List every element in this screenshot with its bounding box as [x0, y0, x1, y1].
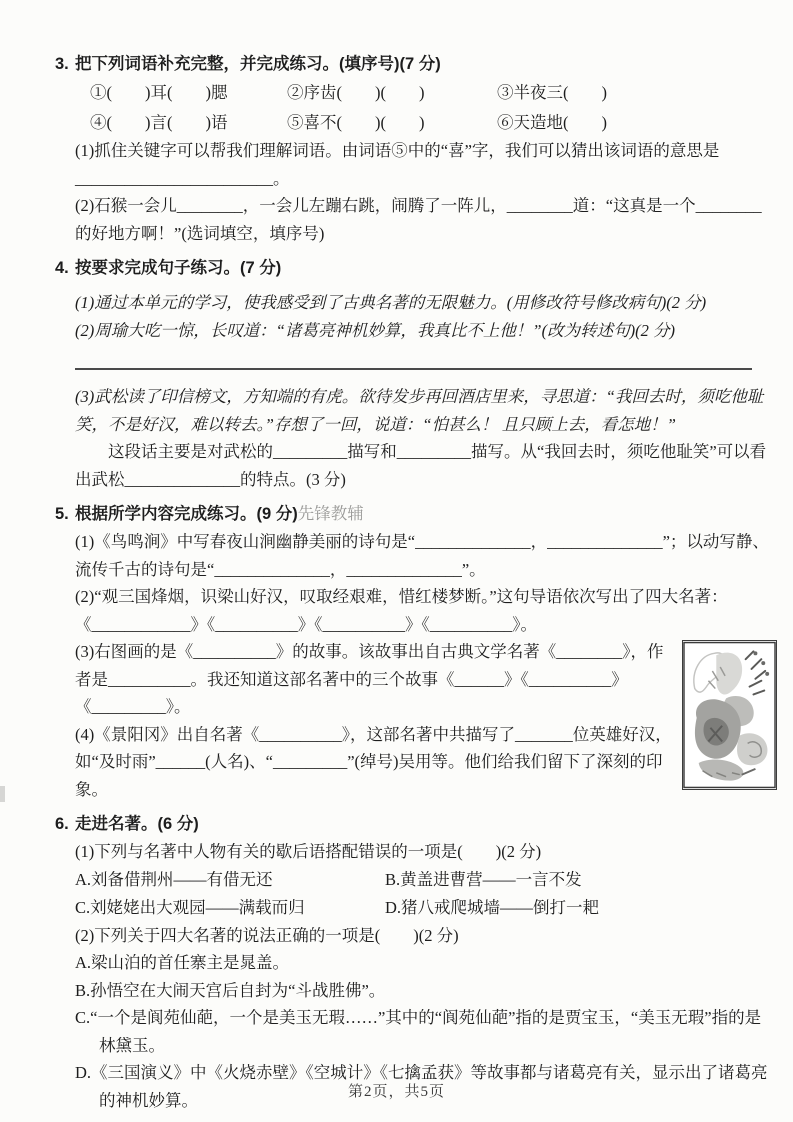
option-b: B.黄盖进曹营——一言不发 [385, 869, 582, 889]
option-c: C.刘姥姥出大观园——满载而归 [75, 897, 305, 917]
option-d: D.《三国演义》中《火烧赤壁》《空城计》《七擒孟获》等故事都与诸葛亮有关，显示出了诸葛亮的神机妙算。 [75, 1063, 768, 1110]
q4-subitem-1: (1)通过本单元的学习，使我感受到了古典名著的无限魅力。(用修改符号修改病句)(2 分) [75, 293, 707, 312]
q6-options-grid [75, 866, 777, 922]
word-blank-5: ⑤喜不( )( ) [287, 112, 425, 132]
question-number: 5. [55, 505, 69, 523]
word-blank-1: ①( )耳( )腮 [90, 83, 228, 102]
option-row [75, 866, 777, 894]
publisher-watermark: 先锋教辅 [297, 505, 364, 523]
option-d: D.猪八戒爬城墙——倒打一耙 [385, 897, 600, 917]
word-blank-4: ④( )言( )语 [90, 112, 228, 132]
q5-figure-text-wrap [75, 638, 777, 803]
question-number: 4. [55, 259, 69, 277]
question-6-header [55, 810, 777, 838]
word-completion-grid [90, 78, 777, 137]
q5-subitem-2: (2)“观三国烽烟，识梁山好汉，叹取经艰难，惜红楼梦断。”这句导语依次写出了四大名著：《____________》《__________》《__________》《__________》。 [75, 587, 728, 634]
q5-subitem-3: (3)右图画的是《__________》的故事。该故事出自古典文学名著《________》，作者是__________。我还知道这部名著中的三个故事《______》《__________》《_________》。 [75, 642, 664, 716]
question-6 [55, 810, 777, 1114]
question-number: 6. [55, 815, 69, 833]
page-number: 第2页，共5页 [347, 1084, 445, 1100]
q4-subitem-2: (2)周瑜大吃一惊，长叹道：“诸葛亮神机妙算，我真比不上他！”(改为转述句)(2 分) [75, 320, 675, 340]
question-5 [55, 500, 777, 803]
q4-subitem-3-analysis: 这段话主要是对武松的_________描写和_________描写。从“我回去时，须吃他耻笑”可以看出武松______________的特点。(3 分) [75, 442, 767, 489]
question-4 [55, 254, 777, 493]
q3-subitem-2: (2)石猴一会儿________，一会儿左蹦右跳，闹腾了一阵儿，________道：“这真是一个________的好地方啊！”(选词填空，填序号) [75, 196, 762, 243]
option-a: A.刘备借荆州——有借无还 [75, 869, 273, 889]
question-title: 把下列词语补充完整，并完成练习。(填序号)(7 分) [75, 55, 441, 73]
question-3 [55, 50, 777, 247]
q3-subitem-1-blank: ________________________。 [75, 168, 290, 188]
question-number: 3. [55, 55, 69, 73]
question-title: 走进名著。(6 分) [75, 815, 199, 833]
answer-write-line [75, 368, 752, 370]
option-b: B.孙悟空在大闹天宫后自封为“斗战胜佛”。 [75, 980, 386, 1000]
word-row [90, 108, 777, 138]
page-content [55, 50, 777, 1121]
word-row [90, 78, 777, 108]
word-blank-2: ②序齿( )( ) [287, 83, 425, 102]
scan-artifact [0, 786, 5, 802]
question-4-header [55, 254, 777, 282]
question-title: 按要求完成句子练习。(7 分) [75, 259, 282, 277]
q3-subitem-1: (1)抓住关键字可以帮我们理解词语。由词语⑤中的“喜”字，我们可以猜出该词语的意思是 [75, 141, 720, 160]
word-blank-6: ⑥天造地( ) [497, 112, 607, 132]
q5-subitem-1: (1)《鸟鸣涧》中写春夜山涧幽静美丽的诗句是“______________，______________”；以动写静、流传千古的诗句是“______________，______________”。 [75, 532, 769, 579]
word-blank-3: ③半夜三( ) [497, 83, 607, 102]
question-5-header [55, 500, 777, 528]
option-a: A.梁山泊的首任寨主是晁盖。 [75, 953, 290, 972]
q5-subitem-4: (4)《景阳冈》出自名著《__________》，这部名著中共描写了_______位英雄好汉，如“及时雨”______(人名)、“_________”(绰号)吴用等。他们给我们留下了深刻的印象。 [75, 724, 672, 799]
question-title: 根据所学内容完成练习。(9 分) [75, 505, 298, 523]
q4-subitem-3: (3)武松读了印信榜文，方知端的有虎。欲待发步再回酒店里来，寻思道：“我回去时，须吃他耻笑，不是好汉，难以转去。”存想了一回，说道：“怕甚么！ 且只顾上去，看怎地！” [75, 387, 764, 434]
option-c: C.“一个是阆苑仙葩，一个是美玉无瑕……”其中的“阆苑仙葩”指的是贾宝玉，“美玉无瑕”指的是林黛玉。 [75, 1008, 762, 1055]
option-row [75, 894, 777, 922]
q6-subitem-2: (2)下列关于四大名著的说法正确的一项是( )(2 分) [75, 925, 459, 945]
q6-subitem-1: (1)下列与名著中人物有关的歇后语搭配错误的一项是( )(2 分) [75, 842, 542, 861]
question-3-header [55, 50, 777, 78]
novel-story-illustration [682, 640, 777, 790]
